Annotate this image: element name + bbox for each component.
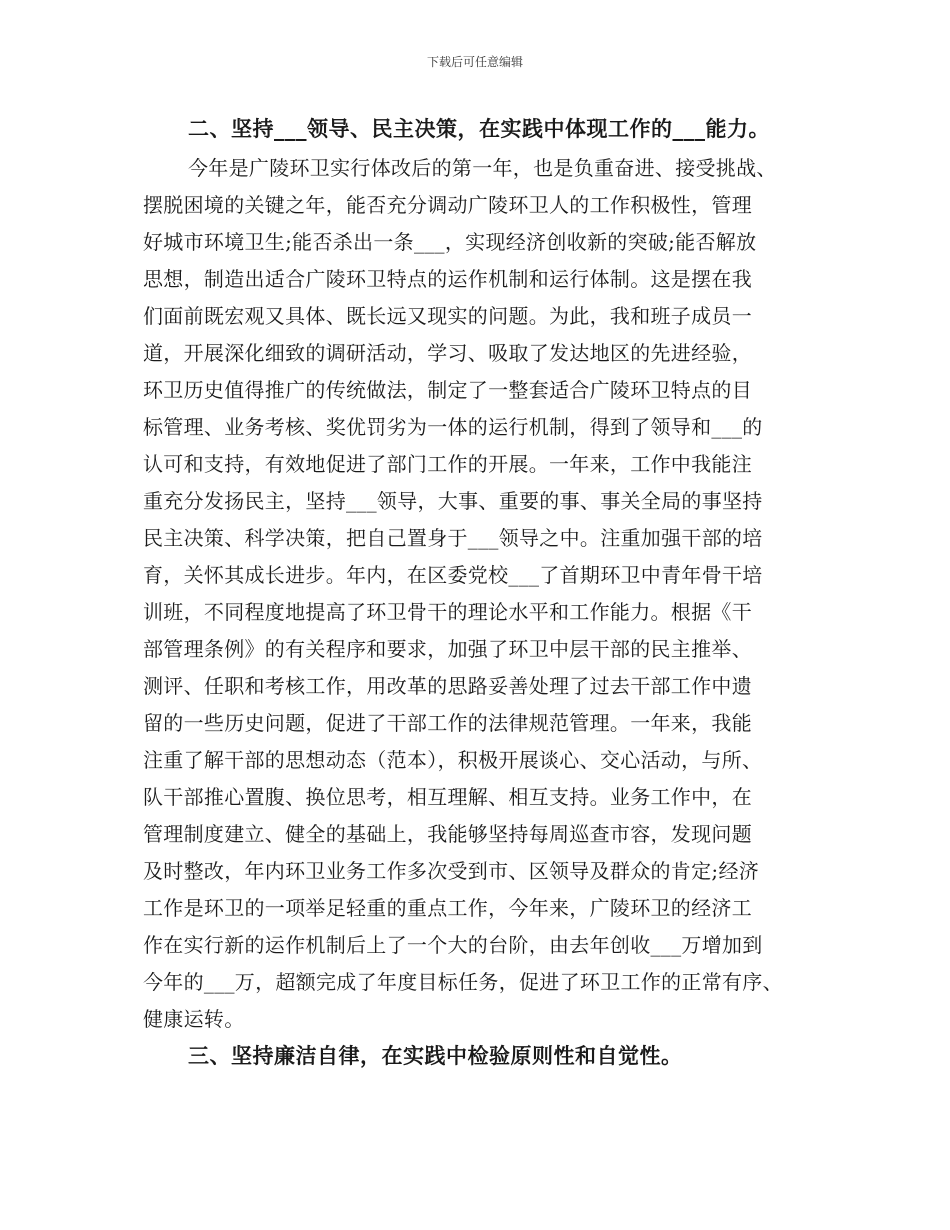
paragraph-line: 认可和支持，有效地促进了部门工作的开展。一年来，工作中我能注 xyxy=(143,452,752,476)
paragraph-line: 道，开展深化细致的调研活动，学习、吸取了发达地区的先进经验， xyxy=(143,341,752,365)
paragraph-line: 思想，制造出适合广陵环卫特点的运作机制和运行体制。这是摆在我 xyxy=(143,267,752,291)
page-header-note: 下载后可任意编辑 xyxy=(426,55,523,69)
paragraph-line: 测评、任职和考核工作，用改革的思路妥善处理了过去干部工作中遗 xyxy=(143,674,752,698)
paragraph-line: 留的一些历史问题，促进了干部工作的法律规范管理。一年来，我能 xyxy=(143,711,752,735)
paragraph-line: 重充分发扬民主，坚持___领导，大事、重要的事、事关全局的事坚持 xyxy=(143,489,763,513)
paragraph-line: 部管理条例》的有关程序和要求，加强了环卫中层干部的民主推举、 xyxy=(143,637,752,661)
paragraph-line: 注重了解干部的思想动态（范本），积极开展谈心、交心活动，与所、 xyxy=(143,748,763,772)
paragraph-line: 健康运转。 xyxy=(143,1007,245,1031)
paragraph-line: 环卫历史值得推广的传统做法，制定了一整套适合广陵环卫特点的目 xyxy=(143,378,752,402)
paragraph-line: 工作是环卫的一项举足轻重的重点工作，今年来，广陵环卫的经济工 xyxy=(143,896,752,920)
paragraph-line: 们面前既宏观又具体、既长远又现实的问题。为此，我和班子成员一 xyxy=(143,304,752,328)
paragraph-line: 摆脱困境的关键之年，能否充分调动广陵环卫人的工作积极性，管理 xyxy=(143,193,752,217)
paragraph-line: 队干部推心置腹、换位思考，相互理解、相互支持。业务工作中，在 xyxy=(143,785,752,809)
section-three-heading: 三、坚持廉洁自律，在实践中检验原则性和自觉性。 xyxy=(188,1043,683,1068)
paragraph-line: 标管理、业务考核、奖优罚劣为一体的运行机制，得到了领导和___的 xyxy=(143,415,763,439)
paragraph-line: 训班，不同程度地提高了环卫骨干的理论水平和工作能力。根据《干 xyxy=(143,600,752,624)
paragraph-line: 好城市环境卫生;能否杀出一条___，实现经济创收新的突破;能否解放 xyxy=(143,230,757,254)
section-two-heading: 二、坚持___领导、民主决策，在实践中体现工作的___能力。 xyxy=(188,116,770,141)
paragraph-line: 管理制度建立、健全的基础上，我能够坚持每周巡查市容，发现问题 xyxy=(143,822,752,846)
paragraph-line: 今年的___万，超额完成了年度目标任务，促进了环卫工作的正常有序、 xyxy=(143,970,783,994)
paragraph-line: 育，关怀其成长进步。年内，在区委党校___了首期环卫中青年骨干培 xyxy=(143,563,763,587)
paragraph-line: 及时整改，年内环卫业务工作多次受到市、区领导及群众的肯定;经济 xyxy=(143,859,760,883)
paragraph-line: 今年是广陵环卫实行体改后的第一年，也是负重奋进、接受挑战、 xyxy=(188,156,777,180)
paragraph-line: 作在实行新的运作机制后上了一个大的台阶，由去年创收___万增加到 xyxy=(143,933,763,957)
paragraph-line: 民主决策、科学决策，把自己置身于___领导之中。注重加强干部的培 xyxy=(143,526,763,550)
